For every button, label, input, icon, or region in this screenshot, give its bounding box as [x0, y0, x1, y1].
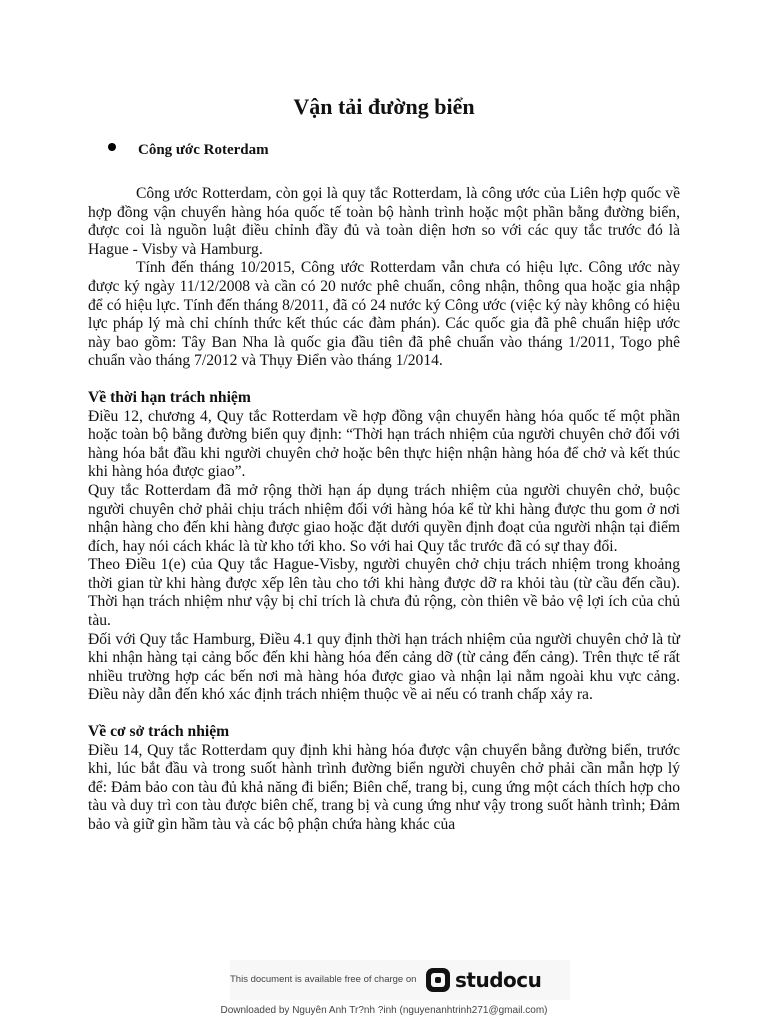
availability-notice: This document is available free of charge on	[230, 974, 417, 985]
download-notice: Downloaded by Nguyên Anh Tr?nh ?inh (nguyenanhtrinh271@gmail.com)	[220, 1005, 548, 1016]
studocu-banner[interactable]	[230, 960, 570, 1000]
section-heading: Về thời hạn trách nhiệm	[88, 388, 251, 406]
paragraph: Theo Điều 1(e) của Quy tắc Hague-Visby, người chuyên chở chịu trách nhiệm trong khoảng thời gian từ khi hàng được xếp lên tàu cho tới khi hàng được dỡ ra khỏi tàu (từ cầu đến cầu). Thời hạn trách nhiệm như vậy bị chỉ trích là chưa đủ rộng, còn thiên về bảo vệ lợi ích của chủ tàu.	[88, 556, 680, 630]
studocu-wordmark: studocu	[455, 968, 542, 992]
paragraph: Điều 14, Quy tắc Rotterdam quy định khi hàng hóa được vận chuyển bằng đường biển, trước khi, lúc bắt đầu và trong suốt hành trình đường biển người chuyên chở phải cần mẫn hợp lý để: Đảm bảo con tàu đủ khả năng đi biển; Biên chế, trang bị, cung ứng một cách thích hợp cho tàu và duy trì con tàu được biên chế, trang bị và cung ứng như vậy trong suốt hành trình; Đảm bảo và giữ gìn hầm tàu và các bộ phận chứa hàng khác của	[88, 741, 680, 833]
paragraph: Đối với Quy tắc Hamburg, Điều 4.1 quy định thời hạn trách nhiệm của người chuyên chở là từ khi nhận hàng tại cảng bốc đến khi hàng hóa đến cảng dỡ (từ cảng đến cảng). Trên thực tế rất nhiều trường hợp các bến nơi mà hàng hóa được giao và nhận lại nằm ngoài khu vực cảng. Điều này dẫn đến khó xác định trách nhiệm thuộc về ai nếu có tranh chấp xảy ra.	[88, 630, 680, 704]
bullet-item	[108, 142, 269, 159]
document-body	[88, 185, 680, 835]
paragraph: Công ước Rotterdam, còn gọi là quy tắc Rotterdam, là công ước của Liên hợp quốc về hợp đồng vận chuyển hàng hóa quốc tế toàn bộ hành trình hoặc một phần bằng đường biển, được coi là nguồn luật điều chỉnh đầy đủ và toàn diện hơn so với các quy tắc trước đó là Hague - Visby và Hamburg.	[88, 185, 680, 258]
studocu-logo-icon	[426, 968, 450, 992]
paragraph: Quy tắc Rotterdam đã mở rộng thời hạn áp dụng trách nhiệm của người chuyên chở, buộc người chuyên chở phải chịu trách nhiệm đối với hàng hóa kể từ khi hàng được thu gom ở nơi nhận hàng cho đến khi hàng được giao hoặc đặt dưới quyền định đoạt của người nhận tại điểm đích, hay nói cách khác là từ kho tới kho. So với hai Quy tắc trước đã có sự thay đổi.	[88, 481, 680, 555]
document-title: Vận tải đường biển	[293, 94, 475, 119]
bullet-dot-icon	[108, 143, 116, 151]
studocu-logo[interactable]	[426, 964, 541, 996]
section-heading: Về cơ sở trách nhiệm	[88, 723, 230, 741]
paragraph: Điều 12, chương 4, Quy tắc Rotterdam về hợp đồng vận chuyển hàng hóa quốc tế một phần hoặc toàn bộ bằng đường biển quy định: “Thời hạn trách nhiệm của người chuyên chở đối với hàng hóa bắt đầu khi người chuyên chở hoặc bên thực hiện nhận hàng hóa để chở và kết thúc khi hàng hóa được giao”.	[88, 407, 680, 481]
bullet-label: Công ước Roterdam	[138, 142, 269, 158]
paragraph: Tính đến tháng 10/2015, Công ước Rotterdam vẫn chưa có hiệu lực. Công ước này được ký ngày 11/12/2008 và cần có 20 nước phê chuẩn, công nhận, thông qua hoặc gia nhập để có hiệu lực. Tính đến tháng 8/2011, đã có 24 nước ký Công ước (việc ký này không có hiệu lực pháp lý mà chỉ chính thức kết thúc các đàm phán). Các quốc gia đã phê chuẩn hiệp ước này bao gồm: Tây Ban Nha là quốc gia đầu tiên đã phê chuẩn vào tháng 1/2011, Togo phê chuẩn vào tháng 7/2012 và Thụy Điển vào tháng 1/2014.	[88, 259, 680, 370]
